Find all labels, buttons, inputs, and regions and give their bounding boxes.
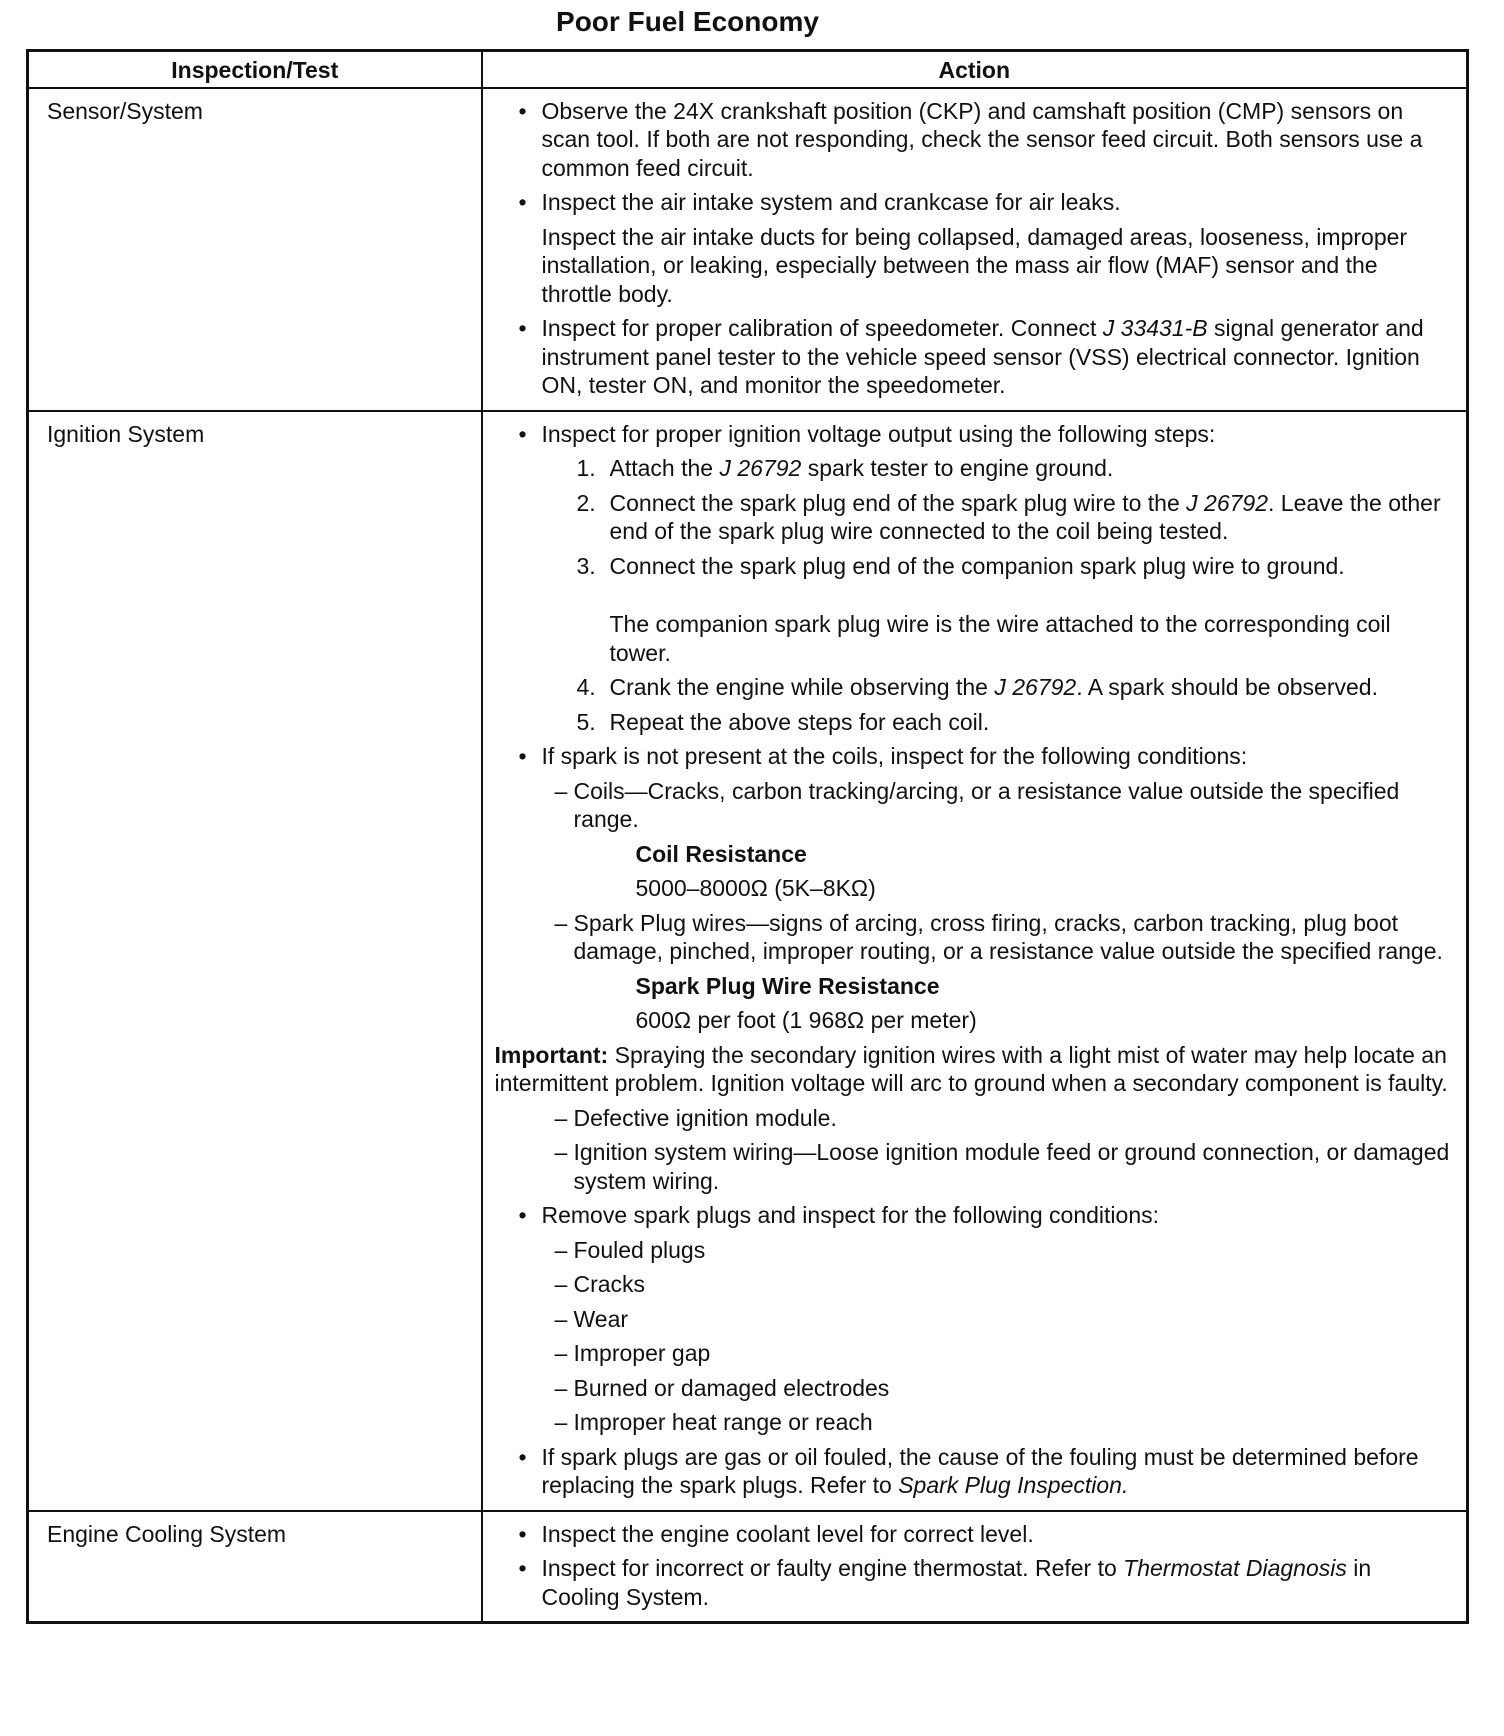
row-actions-ignition-system [482,411,1468,1511]
tool-reference: J 33431-B [1102,315,1208,341]
tool-reference: J 26792 [994,674,1077,700]
bullet-item: • Inspect for proper calibration of speedometer. Connect J 33431-B signal generator and instrument panel tester to the vehicle speed sensor (VSS) electrical connector. Ignition ON, tester ON, and monitor the speedometer. [495,314,1453,400]
important-label: Important: [494,1041,609,1068]
row-label-sensor-system: Sensor/System [28,88,482,411]
tool-reference: J 26792 [719,455,802,481]
page-title: Poor Fuel Economy [556,6,819,37]
bullet-item: • Inspect for incorrect or faulty engine thermostat. Refer to Thermostat Diagnosis in Cooling System. [495,1554,1453,1611]
bullet-item: • Inspect the engine coolant level for correct level. [495,1520,1453,1549]
header-inspection-test: Inspection/Test [28,51,482,88]
dash-item: – Improper gap [554,1340,711,1366]
table-header-row [28,51,1468,88]
bullet-note: Inspect the air intake ducts for being collapsed, damaged areas, looseness, improper installation, or leaking, especially between the mass air flow (MAF) sensor and the throttle body. [541,223,1408,307]
dash-item: – Cracks [554,1271,646,1297]
step-item: 1. Attach the J 26792 spark tester to engine ground. [576,455,1114,481]
doc-reference: Spark Plug Inspection. [898,1472,1129,1498]
spec-heading: Coil Resistance [635,840,807,867]
bullet-item: • If spark plugs are gas or oil fouled, the cause of the fouling must be determined before replacing the spark plugs. Refer to Spark Plug Inspection. [495,1443,1453,1500]
row-label-engine-cooling-system: Engine Cooling System [28,1511,482,1623]
bullet-item: • If spark is not present at the coils, inspect for the following conditions: [495,742,1453,771]
spec-value: 5000–8000Ω (5K–8KΩ) [635,875,876,901]
table-row-ignition-system [28,411,1468,1511]
bullet-item: • Remove spark plugs and inspect for the following conditions: [495,1201,1453,1230]
tool-reference: J 26792 [1186,489,1268,516]
diagnosis-table [26,49,1469,1624]
spec-heading: Spark Plug Wire Resistance [635,972,940,999]
dash-item: – Defective ignition module. [554,1104,837,1131]
header-action: Action [482,51,1468,88]
dash-item: – Fouled plugs [554,1236,706,1263]
table-row-sensor-system [28,88,1468,411]
spec-value: 600Ω per foot (1 968Ω per meter) [635,1007,977,1033]
bullet-item: • Observe the 24X crankshaft position (CKP) and camshaft position (CMP) sensors on scan tool. If both are not responding, check the sensor feed circuit. Both sensors use a common feed circuit. [495,97,1453,183]
row-label-ignition-system: Ignition System [28,411,482,1511]
dash-item: – Coils—Cracks, carbon tracking/arcing, or a resistance value outside the specified range. [554,777,1400,832]
row-actions-sensor-system [482,88,1468,411]
dash-item: – Ignition system wiring—Loose ignition module feed or ground connection, or damaged system wiring. [554,1139,1450,1194]
step-item: 4. Crank the engine while observing the J 26792. A spark should be observed. [576,674,1378,700]
dash-item: – Spark Plug wires—signs of arcing, cross firing, cracks, carbon tracking, plug boot damage, pinched, improper routing, or a resistance value outside the specified range. [554,909,1443,964]
bullet-item: • Inspect the air intake system and crankcase for air leaks. [495,188,1453,217]
step-note: The companion spark plug wire is the wire attached to the corresponding coil tower. [609,611,1391,666]
important-note: Important: Spraying the secondary ignition wires with a light mist of water may help locate an intermittent problem. Ignition voltage will arc to ground when a secondary component is faulty. [494,1041,1448,1096]
doc-reference: Thermostat Diagnosis [1123,1555,1347,1581]
step-item: 2. Connect the spark plug end of the spark plug wire to the J 26792. Leave the other end of the spark plug wire connected to the coil being tested. [576,489,1441,544]
step-item: 5. Repeat the above steps for each coil. [576,708,990,735]
dash-item: – Improper heat range or reach [554,1409,873,1435]
dash-item: – Burned or damaged electrodes [554,1374,890,1401]
step-item: 3. Connect the spark plug end of the companion spark plug wire to ground. [576,552,1345,579]
dash-item: – Wear [554,1305,629,1332]
table-row-engine-cooling-system [28,1511,1468,1623]
bullet-item: • Inspect for proper ignition voltage output using the following steps: [495,420,1453,449]
row-actions-engine-cooling-system [482,1511,1468,1623]
